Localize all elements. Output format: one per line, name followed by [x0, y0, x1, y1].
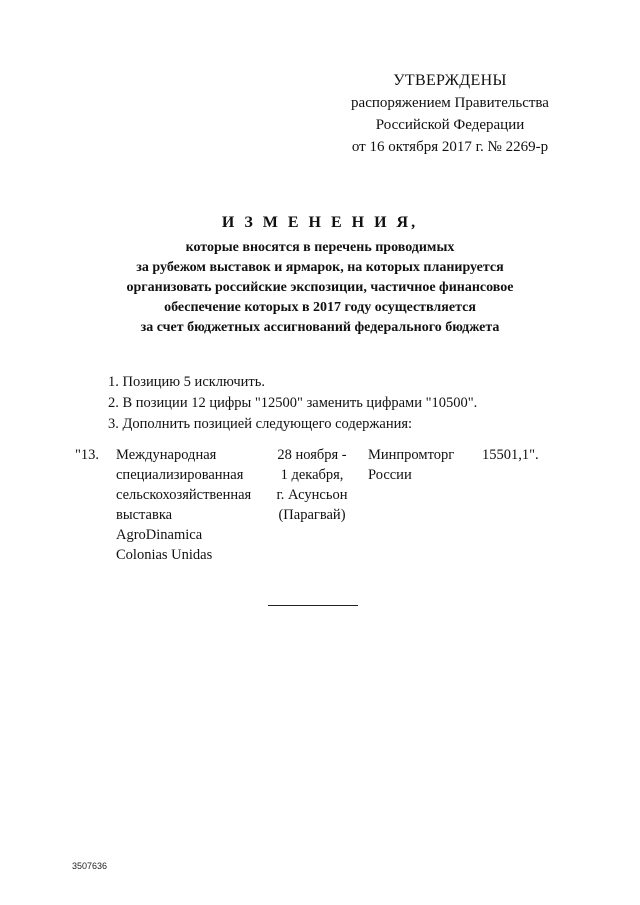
entry-name-line: специализированная [116, 467, 244, 483]
entry-date-line: (Парагвай) [278, 507, 346, 523]
entry-org-line: Минпромторг [368, 447, 455, 463]
heading-line: за счет бюджетных ассигнований федерального бюджета [140, 320, 500, 335]
approval-block [330, 70, 570, 158]
document-code: 3507636 [72, 861, 108, 871]
approval-line: распоряжением Правительства [351, 95, 549, 111]
change-items-list [108, 372, 578, 435]
approval-line: Российской Федерации [375, 117, 525, 133]
entry-date-line: 28 ноября - [277, 447, 347, 463]
approval-title: УТВЕРЖДЕНЫ [393, 72, 507, 89]
end-divider [268, 605, 358, 606]
entry-name-line: AgroDinamica [116, 527, 203, 543]
heading-line: обеспечение которых в 2017 году осуществляется [164, 300, 476, 315]
approval-line: от 16 октября 2017 г. № 2269-р [351, 139, 549, 155]
entry-org-line: России [368, 467, 412, 483]
change-item: 3. Дополнить позицией следующего содержания: [108, 416, 413, 432]
entry-name-line: сельскохозяйственная [116, 487, 252, 503]
entry-amount: 15501,1". [482, 447, 539, 463]
entry-name-line: Международная [116, 447, 217, 463]
entry-name-line: Colonias Unidas [116, 547, 213, 563]
heading-line: за рубежом выставок и ярмарок, на которых планируется [136, 260, 504, 275]
entry-organizer [368, 445, 468, 485]
change-item: 2. В позиции 12 цифры "12500" заменить цифрами "10500". [108, 395, 478, 411]
change-item: 1. Позицию 5 исключить. [108, 374, 265, 390]
entry-date-place [268, 445, 356, 525]
entry-name-line: выставка [116, 507, 173, 523]
document-heading [60, 212, 580, 338]
heading-line: которые вносятся в перечень проводимых [185, 240, 455, 255]
heading-subtitle [60, 238, 580, 338]
heading-line: организовать российские экспозиции, частичное финансовое [126, 280, 514, 295]
entry-number: "13. [75, 447, 100, 463]
heading-title: И З М Е Н Е Н И Я, [221, 214, 419, 231]
entry-date-line: 1 декабря, [280, 467, 344, 483]
entry-date-line: г. Асунсьон [276, 487, 348, 503]
entry-exhibition-name [116, 445, 266, 565]
